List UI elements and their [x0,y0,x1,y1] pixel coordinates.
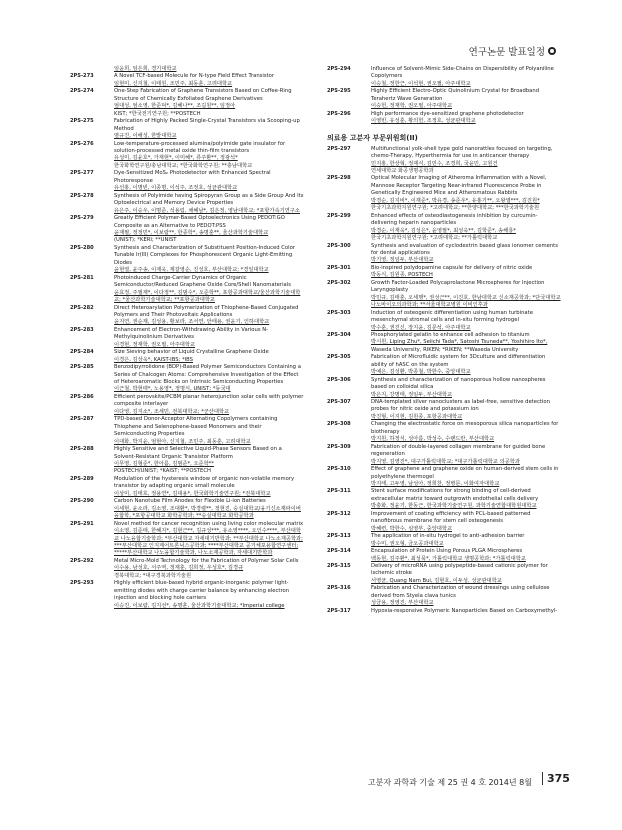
entry-title: Synthesis and evaluation of cyclodextrin based glass ionomer cements for dental applications [371,242,558,256]
entry-code: 2PS-306 [327,376,351,383]
entry-code: 2PS-304 [327,331,351,338]
list-item [327,585,562,607]
entry-title: Enhancement of Electron-Withdrawing Ability in Various N-Methylquinolinium Derivatives [114,326,269,341]
entry-authors: 이영빈, 유성훈, 황의헌, 조정호, 성균관대학교 [371,118,476,125]
entry-title: Fabrication and Characterization of wound dressings using cellulose derived from Styela clava tunics [371,585,550,599]
entry-code: 2PS-309 [327,443,351,450]
entry-title: Multifunctional yolk-shell type gold nanorattles focused on targeting, chemo-Therapy, Hyperthermia for use in anticancer therapy [371,145,553,160]
entry-title: Highly Efficient Electro-Optic Quinolinium Crystal for Broadband Terahertz Wave Generation [371,88,540,102]
entry-authors: 방수미, 권오형, 금오공과대학교 [371,540,444,547]
list-item [327,66,562,88]
list-item [327,563,562,585]
entry-authors: 유은주, 이승우, 이명준, 석용림, 채혜남*, 김은정, 영남대학교; *포항가속기연구소 [114,207,300,214]
entry-authors: 박경순, 이재욱*, 김성은*, 윤영필*, 최성욱**, 김학준*, 송해룡* [371,227,516,234]
entry-title: Synthesis of Polyimide having Spiropyran Group as a Side Group And Its Optoelectrical and Memory Device Properties [114,192,304,207]
list-item [70,349,305,364]
list-item [327,310,562,332]
entry-title: Enhanced effects of osteodiastogenesis inhibition by curcumin-delivering heparin nanoparticles [371,212,538,227]
entry-authors: 임윤희, 임은희, 경기대학교 [114,66,177,72]
list-item [327,421,562,443]
list-item [70,394,305,416]
entry-code: 2PS-307 [327,399,351,406]
list-item [70,476,305,498]
entry-authors: 이경은, 김상욱*, KAIST-IBS; *IBS [114,356,194,363]
entry-code: 2PS-305 [327,354,351,361]
entry-code: 2PS-299 [327,212,351,219]
entry-affiliation: 경북대학교; *대구경북과학기술원 [114,572,192,579]
entry-code: 2PS-288 [70,446,94,453]
entry-title: Stent surface modifications for strong binding of cell-derived extracellular matrix toward outgrowth endothelial cells delivery [371,488,539,502]
list-item [327,466,562,488]
entry-code: 2PS-286 [70,393,94,400]
list-item [70,305,305,327]
entry-authors: 박은지, 강명태, 정임두, 부산대학교 [371,391,453,398]
entry-authors: 박수훈, 권진신, 장지윤, 김문석, 아주대학교 [371,324,471,331]
entry-title: Effect of graphene and graphene oxide on human-derived stem cells in polyethylene thermogel [371,466,559,480]
section-heading: 의료용 고분자 부문위원회(II) [327,133,418,142]
list-item [327,332,562,354]
right-column [327,66,562,615]
entry-title: TPD-based Donor-Acceptor Alternating Copolymers containing Thiophene and Selenophene-based Monomers and their Semiconducting Properties [114,416,278,438]
entry-code: 2PS-315 [327,563,351,569]
entry-code: 2PS-302 [327,279,351,286]
footer-journal: 고분자 과학과 기술 제 25 권 4 호 2014년 8월 [367,778,532,787]
entry-title: The application of in-situ hydrogel to anti-adhesion barrier [371,533,525,540]
list-item [327,377,562,399]
entry-title: Efficient perovskite/PCBM planar heterojunction solar cells with polymer composite interlayer [114,393,304,408]
list-item [327,511,562,533]
entry-code: 2PS-308 [327,421,351,428]
list-item [70,521,305,558]
list-item [70,558,305,580]
entry-code: 2PS-273 [70,73,94,80]
entry-code: 2PS-317 [327,607,351,614]
entry-code: 2PS-283 [70,326,94,333]
entry-code: 2PS-310 [327,466,351,473]
entry-title: Highly Sensitive and Selective Liquid-Phase Sensors Based on a Solvent-Resistant Organic Transistor Platform [114,446,282,460]
entry-title: Size Sieving behavior of Liquid Crystalline Graphene Oxide [114,349,269,356]
entry-code: 2PS-277 [70,170,94,177]
entry-authors: 성금용, 정영진, 부산대학교 [371,600,434,607]
list-item [327,175,562,212]
entry-authors: 윤효정, 주필재*, 이다정**, 김범수*, 오준학**, 포항공과대학교/울산과학기술대학교; *울산과학기술대학교; **포항공과대학교 [114,289,301,304]
entry-code: 2PS-280 [70,244,94,251]
entry-authors: 박민규, 김태훈, 오세행*, 권성근**, 이진호, 한남대학교 신소재공학과; *단국대학교 나노바이오의과학과; **서울대학교병원 이비인후과 [371,294,561,309]
list-item [327,608,562,615]
entry-authors: 유선홍, 이명빈, 이종명, 이석주, 조정호, 성균관대학교 [114,185,238,192]
entry-code: 2PS-298 [327,175,351,182]
entry-title: Synthesis and Characterization of Substituent Position-Induced Color Tunable Ir(III) Complexes for Phosphorescent Organic Light-Emitting Diodes [114,244,295,266]
entry-affiliation: 한국기초과학지원연구원; *고려대학교; **가톨릭대학교 [371,235,498,242]
entry-authors: 박예은, 김성환, 박종철, 박한수, 중앙대학교 [371,369,471,376]
entry-authors: 박혜련, 박한수, 심영부, 중앙대학교 [371,525,453,532]
list-item [327,88,562,110]
entry-code: 2PS-278 [70,192,94,199]
entry-title: Influence of Solvent-Mimic Side-Chains on Dispersibility of Polyaniline Copolymers [371,66,554,80]
entry-title: Photoinduced Charge-Carrier Dynamics of Organic Semiconductor/Reduced Graphene Oxide Core/Shell Nanomaterials [114,274,291,289]
list-item [70,580,305,610]
entry-title: High performance dye-sensitized graphene photodetector [371,110,524,117]
entry-authors: 박동식, 김원종, POSTECH [371,272,433,279]
entry-title: Bio-inspired polydopamine capsule for delivery of nitric oxide [371,264,533,271]
entry-code: 2PS-282 [70,304,94,311]
right-entry-list [327,146,562,616]
entry-code: 2PS-274 [70,88,94,95]
list-item [327,111,562,126]
entry-affiliation: POSTECH/UNIST; *KAIST; **POSTECH [114,468,211,475]
entry-code: 2PS-300 [327,242,351,249]
entry-title: Highly efficient blue-based hybrid organic-inorganic polymer light-emitting diodes with charge carrier balance by enhancing electron injection and blocking hole carriers [114,580,290,602]
entry-title: Improvement of coating efficiency with PCL-based patterned nanofibrous membrane for stem cell osteogenesis [371,510,531,525]
entry-code: 2PS-276 [70,140,94,147]
entry-title: Novel method for cancer recognition using living color molecular matrix [114,520,304,527]
entry-title: Carbon Nanotube Film Anodes for Flexible Li-ion Batteries [114,498,266,505]
entry-code: 2PS-289 [70,475,94,482]
entry-title: One-Step Fabrication of Graphene Transistors Based on Coffee-Ring Structure of Chemically Exfoliated Graphene Derivatives [114,88,292,102]
list-item [70,446,305,476]
entry-affiliation: 연세대학교 화공생명공학과 [371,167,434,174]
entry-authors: 박지영, 김영진*, 대구가톨릭대학교; *대구가톨릭대학교 의공학과 [371,458,520,465]
list-item [70,193,305,215]
entry-code: 2PS-284 [70,349,94,356]
entry-title: Greatly Efficient Polymer-Based Optoelectronics Using PEDOT:GO Composite as an Alternative to PEDOT:PSS [114,215,285,229]
entry-code: 2PS-275 [70,118,94,125]
entry-authors: 유성미, 김윤호*, 가재현*, 이미혜*, 류주환**, 정광석* [114,155,238,162]
entry-authors: 박지원, 하정식, 성아름, 박성수, 수랜드란, 부산대학교 [371,436,495,443]
list-item [327,280,562,310]
entry-affiliation: KIST; *한국전기연구원; **POSTECH [114,110,201,117]
entry-authors: 임현미, 신지철, 이태원, 조민주, 최동훈, 고려대학교 [114,80,233,87]
entry-title: Direct Heteroarylation Polymerization of Thiophene-Based Conjugated Polymers and Their Photovoltaic Applications [114,304,299,318]
entry-title: Fabrication of double-layered collagen membrane for guided bone regeneration [371,443,546,458]
list-item [70,416,305,446]
entry-authors: 박충화, 정윤기, 한동근, 한국과학기술연구원, 과학기술연합대학원대학교 [371,503,537,510]
entry-affiliation: (UNIST); *KERI; **UNIST [114,237,177,244]
list-item [327,548,562,563]
entry-affiliation: 한국화학연구원/충남대학교; *한국화학연구원; **충남대학교 [114,162,253,169]
header-title: 연구논문 발표일정 [468,47,545,58]
entry-authors: 박지태, 고두영, 남성아, 정희찬, 정병문, 이화여자대학교 [371,481,500,488]
circle-bullet-icon [548,47,556,55]
list-item [327,243,562,265]
page-header [469,44,556,58]
entry-code: 2PS-311 [327,488,351,495]
entry-authors: 민지홍, 한상혁, 정재식, 김민수, 조경희, 국윤민, 고원건 [371,160,498,167]
left-entry-list [70,73,305,610]
entry-title: Changing the electrostatic force on mesoporous silica nanoparticles for biotherapy [371,421,559,435]
list-item [70,88,305,118]
entry-authors: 이무영, 김형준*, 한아름, 김범준*, 오준학** [114,461,214,468]
page-number: 375 [542,772,570,785]
entry-code: 2PS-303 [327,309,351,316]
entry-affiliation: 한국기초과학지원연구원; *고려대학교; **한양대학교; ***한국과학기술원 [371,205,540,212]
entry-title: Fabrication of Highly Packed Single-Crystal Transistors via Scooping-up Method [114,118,300,132]
list-item [70,364,305,394]
entry-authors: 이다영, 김지소*, 조세민, 전북대학교; *군산대학교 [114,408,230,415]
list-item [327,146,562,176]
list-item [70,118,305,140]
entry-authors: 이수용, 남성호, 서주역, 정재훈, 김희정, 우성호*, 김경규 [114,565,244,572]
entry-authors: 엄대성, 엄소영, 한준덕*, 김혜나**, 조길원**, 임정아 [114,103,236,110]
entry-authors: 이상미, 김태호, 정용연*, 김대용*, 한국화학기술연구원; *전북대학교 [114,490,271,497]
entry-code: 2PS-312 [327,510,351,517]
entry-code: 2PS-297 [327,145,351,152]
entry-code: 2PS-292 [70,557,94,564]
entry-authors: 윤현열, 윤주송, 이재욱, 제갈영순, 진성호, 부산대학교; *경일대학교 [114,267,269,274]
entry-code: 2PS-291 [70,520,94,527]
entry-affiliation: Waseda University, RIKEN; *RIKEN; **Waseda University [371,346,519,353]
list-item [327,444,562,466]
list-item [70,141,305,171]
list-item [70,498,305,520]
entry-authors: 백동현, 김주환*, 최성묵*, 가톨릭대학교 생명공학과; *가톨릭대학교 [371,555,526,562]
left-column [70,66,305,610]
list-item [70,73,305,88]
entry-authors: 이승철, 정한근, 이석현, 권오필, 아주대학교 [371,80,471,87]
entry-title: DNA-templated silver nanoclusters as label-free, sensitive detection probes for nitric oxide and potassium ion [371,399,550,413]
list-item [327,533,562,548]
entry-authors: 윤재필, 정정민*, 이보람**, 한종학*, 송명훈**, 울산과학기술대학교 [114,229,269,236]
list-item [327,354,562,376]
entry-title: Fabrication of Microfluidic system for 3Dculture and differentiation ability of hASC on the system [371,354,546,368]
entry-title: Low-temperature-processed alumina/polyimide gate insulator for solution-processed metal oxide thin-film transistors [114,140,286,154]
list-item [327,265,562,280]
entry-code: 2PS-301 [327,264,351,271]
entry-title: Optical Molecular Imaging of Atheroma Inflammation with a Novel, Mannose Receptor Targeting Near-infrared Fluorescence Probe in Genetically Engineered Mice and Atheromatous Rabbits [371,175,547,197]
entry-authors: 서영균, Quang Nam Bui, 김현호, 이두성, 성균관대학교 [371,577,502,584]
entry-authors: 이대화, 박지윤, 엄현아, 신지철, 조민주, 최동훈, 고려대학교 [114,438,251,445]
entry-title: Hypoxia-responsive Polymeric Nanoparticles Based on Carboxymethyl- [371,607,558,614]
list-item [327,213,562,243]
entry-code: 2PS-316 [327,585,351,592]
entry-code: 2PS-294 [327,66,351,72]
entry-authors: 이승헌, 정재학, 권오필, 아주대학교 [371,103,453,110]
entry-code: 2PS-293 [70,580,94,587]
entry-title: Modulation of the hysteresis window of organic non-volatile memory transistor by adapting organic small molecule [114,475,295,490]
entry-authors: 이근철, 박현태*, 노용영*, 정명식, UNIST; *동국대 [114,386,231,393]
entry-authors: 이경현, 정재학, 권오필, 아주대학교 [114,341,196,348]
entry-title: Delivery of microRNA using polypeptide-based cationic polymer for ischemic stroke [371,563,548,577]
entry-title: Induction of osteogenic differentiation using human turbinate mesenchymal stromal cells and in-situ forming hydrogel [371,309,533,324]
entry-title: A Novel TCF-based Molecule for N-type Field Effect Transistor [114,73,275,80]
entry-code: 2PS-279 [70,215,94,222]
entry-authors: 이승진, 이보람, 김지선*, 송명훈, 울산과학기술대학교; *Imperial college [114,602,285,609]
entry-title: Growth Factor-Loaded Polycaprolactone Microspheres for Injection Laryngoplasty [371,279,545,294]
entry-code: 2PS-285 [70,364,94,371]
entry-authors: 윤지연, 권순재, 김성용, 황보라, 조서연, 안태용, 권윤기, 인하대학교 [114,319,270,326]
entry-code: 2PS-290 [70,498,94,505]
entry-code: 2PS-287 [70,416,94,423]
entry-authors: 박경순, 김지비*, 이재준*, 박유경, 송준우*, 유홍기**, 오왕열***, 김진원* [371,197,540,204]
list-item [70,245,305,275]
entry-authors: 박시원, Liping Zhu*, Seiichi Tada*, Satoshi Tsuneda**, Yoshihiro Ito*, [371,339,548,346]
list-item [70,66,305,73]
entry-title: Metal Micro-Mold Technology for the Fabrication of Polymer Solar Cells [114,557,299,564]
entry-authors: 박진형, 이지현, 김원종, 포항공과대학교 [371,413,463,420]
entry-code: 2PS-295 [327,88,351,95]
right-top-entry-list [327,66,562,126]
entry-title: Encapsulation of Protein Using Porous PLGA Microspheres [371,548,523,555]
entry-title: Dye-Sensitized MoS₂ Photodetector with Enhanced Spectral Photoresponse [114,170,271,184]
list-item [70,170,305,192]
list-item [70,275,305,305]
list-item [70,215,305,245]
entry-authors: 이소영, 김준태, 한혜지*, 김현근**, 김규성***, 유소영****, 오인수****, 부산대학교 나노융합기술학과; *부산대학교 자세대기반학과; **부산대학교 나노소재공학과; ***부산대학교 인지제어트론닉스공학과; ****부산대학교 공기체포용합연구센터; *****부산대학교 나노융합기술학과, 나노소재공학과, 자세대기반학과 [114,528,303,557]
list-item [327,399,562,421]
entry-code: 2PS-281 [70,274,94,281]
entry-title: Phosphorylated gelatin to enhance cell adhesion to titanium [371,331,530,338]
list-item [327,488,562,510]
entry-code: 2PS-313 [327,533,351,540]
list-item [70,327,305,349]
entry-authors: 이세현, 윤소라, 김소영, 조대환*, 박경렬**, 정현진, 숭실대학교/융기신소재파이버융합학, *포항공대학교 화학공학과; **숭실대학교 화학공학과 [114,505,301,520]
entry-code: 2PS-296 [327,110,351,117]
entry-title: Benzodipyrrolidone (BDP)-Based Polymer Semiconductors Containing a Series of Chalcogen Atoms: Comprehensive Investigation of the Effect of Heteroaromatic Blocks on Intrinsic Semiconducting Properties [114,364,301,386]
entry-authors: 박기영, 정임두, 부산대학교 [371,257,434,264]
entry-title: Synthesis and characterization of nanoporous hollow nanospheres based on colloidal silica [371,376,546,391]
entry-code: 2PS-314 [327,548,351,555]
entry-authors: 염규진, 이해성, 한밭대학교 [114,133,177,140]
